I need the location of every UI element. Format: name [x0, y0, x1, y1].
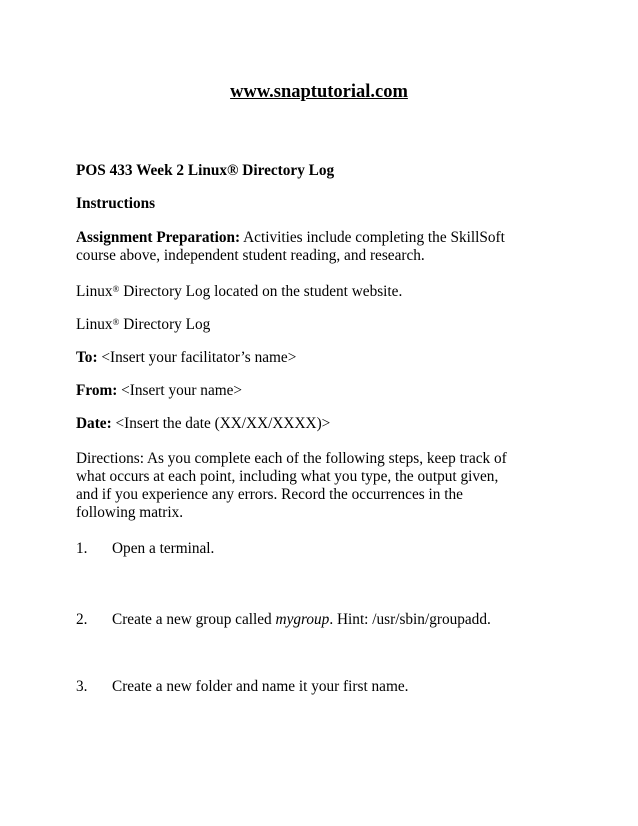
group-name-italic: mygroup: [275, 611, 330, 628]
date-label: Date:: [76, 415, 112, 432]
date-value: <Insert the date (XX/XX/XXXX)>: [111, 415, 331, 432]
location-text: Directory Log located on the student website.: [119, 283, 403, 300]
site-url-heading: www.snaptutorial.com: [230, 82, 408, 102]
to-label: To:: [76, 349, 98, 366]
to-value: <Insert your facilitator’s name>: [97, 349, 297, 366]
linux-text: Linux: [76, 283, 113, 300]
step-number: 2.: [76, 611, 88, 628]
directions-line-1: Directions: As you complete each of the following steps, keep track of: [76, 450, 507, 467]
step-number: 3.: [76, 678, 88, 695]
log-title-text: Directory Log: [119, 316, 211, 333]
assignment-prep-line-2: [76, 246, 425, 266]
prep-label: Assignment Preparation:: [76, 229, 241, 246]
assignment-prep-line-1: [76, 228, 505, 248]
from-value: <Insert your name>: [117, 382, 243, 399]
step-text: [112, 677, 408, 697]
step-text: [112, 539, 214, 559]
prep-text-1: Activities include completing the SkillSoft: [240, 229, 505, 246]
from-label: From:: [76, 382, 118, 399]
from-field: [76, 381, 242, 401]
title-text: POS 433 Week 2 Linux® Directory Log: [76, 162, 335, 179]
step-number: 1.: [76, 540, 88, 557]
registered-mark: ®: [112, 317, 120, 327]
linux-directory-log-title: [76, 315, 210, 335]
step-text-main: Open a terminal.: [112, 540, 215, 557]
date-field: [76, 414, 330, 434]
directions-line-4: following matrix.: [76, 504, 184, 521]
prep-text-2: course above, independent student reading, and research.: [76, 247, 425, 264]
directions-line-3: and if you experience any errors. Record the occurrences in the: [76, 486, 463, 503]
registered-mark: ®: [112, 284, 120, 294]
step-text-main: Create a new group called: [112, 611, 276, 628]
linux-directory-log-location: [76, 282, 402, 302]
document-title: [76, 161, 334, 181]
linux-text: Linux: [76, 316, 113, 333]
step-hint-text: . Hint: /usr/sbin/groupadd.: [329, 611, 491, 628]
step-text-main: Create a new folder and name it your first name.: [112, 678, 409, 695]
instructions-heading: [76, 194, 155, 214]
instructions-label: Instructions: [76, 195, 156, 212]
directions-line-2: what occurs at each point, including what you type, the output given,: [76, 468, 499, 485]
to-field: [76, 348, 296, 368]
step-text: [112, 610, 491, 630]
